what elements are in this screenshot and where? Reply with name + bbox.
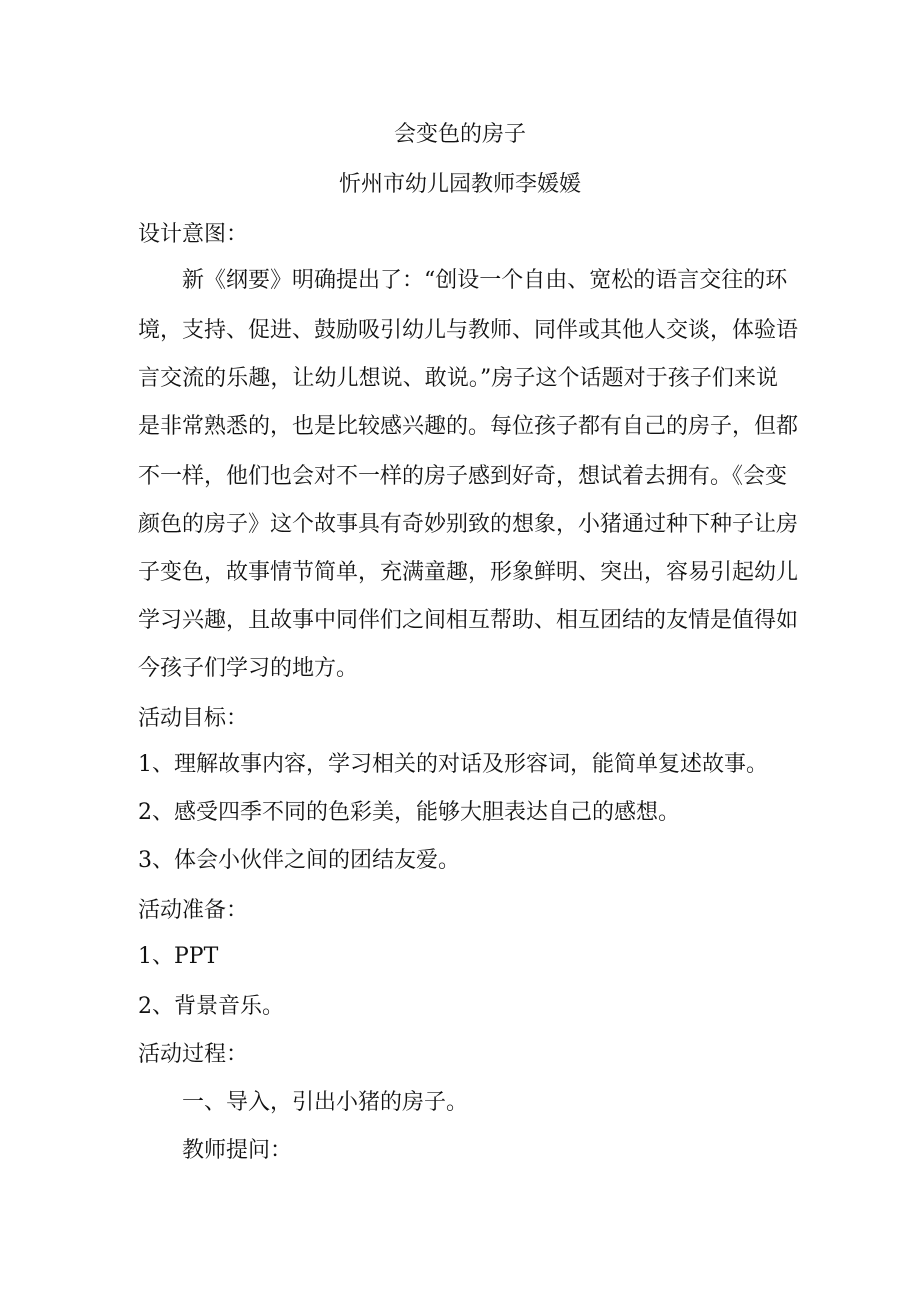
design-paragraph-line: 子变色，故事情节简单，充满童趣，形象鲜明、突出，容易引起幼儿: [138, 560, 799, 585]
design-paragraph-line: 言交流的乐趣，让幼儿想说、敢说。”房子这个话题对于孩子们来说: [138, 366, 778, 391]
design-paragraph-line: 不一样，他们也会对不一样的房子感到好奇，想试着去拥有。《会变: [138, 464, 788, 489]
process-step: 一、导入，引出小猪的房子。: [182, 1090, 469, 1115]
process-step: 教师提问：: [182, 1138, 293, 1163]
document-title: 会变色的房子: [393, 122, 526, 147]
design-paragraph-line: 是非常熟悉的，也是比较感兴趣的。每位孩子都有自己的房子，但都: [138, 414, 799, 439]
heading-activity-process: 活动过程：: [138, 1042, 249, 1067]
heading-activity-goals: 活动目标：: [138, 706, 249, 731]
design-paragraph-line: 新《纲要》明确提出了：“创设一个自由、宽松的语言交往的环: [182, 268, 788, 293]
goal-item: 3、体会小伙伴之间的团结友爱。: [138, 848, 460, 873]
design-paragraph-line: 学习兴趣，且故事中同伴们之间相互帮助、相互团结的友情是值得如: [138, 608, 799, 633]
prep-item: 2、背景音乐。: [138, 994, 284, 1019]
design-paragraph-line: 境，支持、促进、鼓励吸引幼儿与教师、同伴或其他人交谈，体验语: [138, 318, 799, 343]
goal-item: 1、理解故事内容，学习相关的对话及形容词，能简单复述故事。: [138, 752, 768, 777]
heading-design-intent: 设计意图：: [138, 222, 249, 247]
goal-item: 2、感受四季不同的色彩美，能够大胆表达自己的感想。: [138, 800, 680, 825]
prep-item: 1、PPT: [138, 944, 219, 969]
document-author: 忻州市幼儿园教师李媛媛: [338, 172, 581, 197]
design-paragraph-line: 今孩子们学习的地方。: [138, 656, 359, 681]
heading-activity-prep: 活动准备：: [138, 898, 249, 923]
design-paragraph-line: 颜色的房子》这个故事具有奇妙别致的想象，小猪通过种下种子让房: [138, 512, 799, 537]
